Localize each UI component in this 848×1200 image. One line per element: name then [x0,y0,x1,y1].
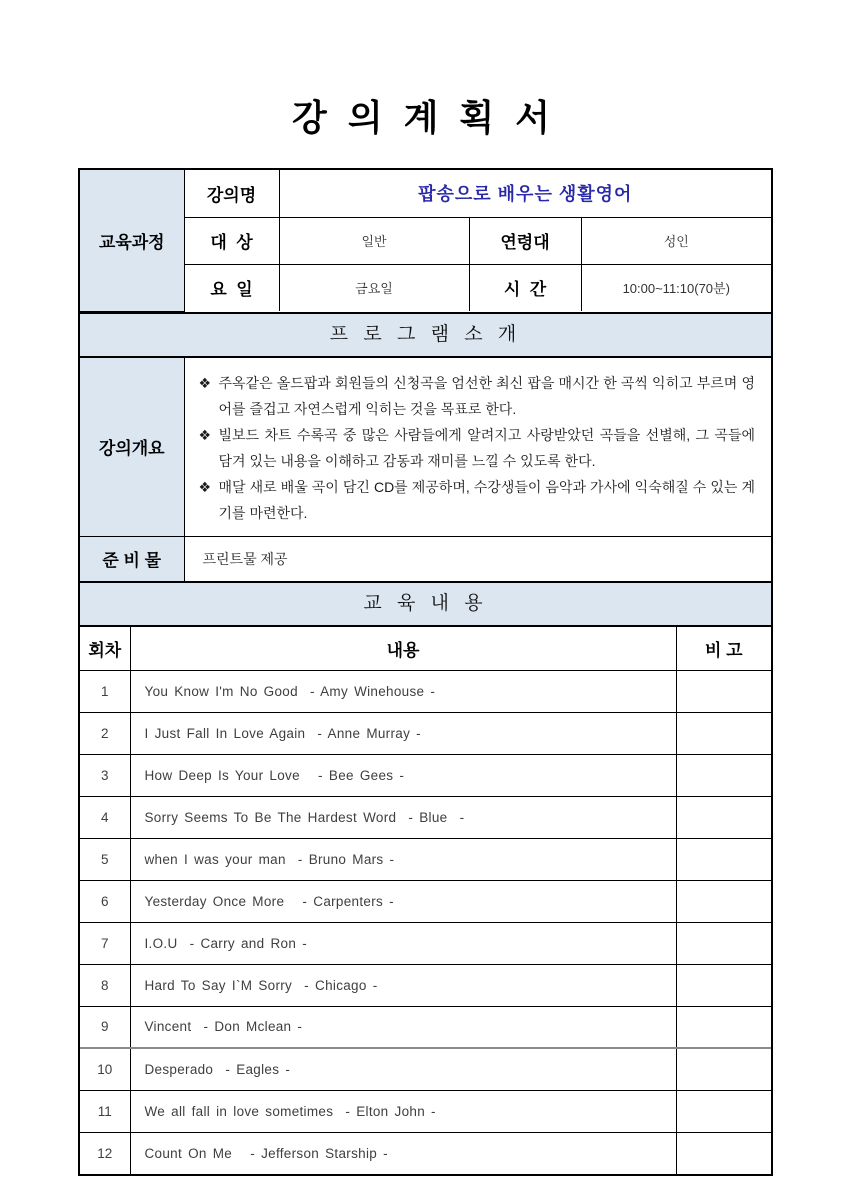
overview-bullet-text: 주옥같은 올드팝과 회원들의 신청곡을 엄선한 최신 팝을 매시간 한 곡씩 익히고 부르며 영어를 즐겁고 자연스럽게 익히는 것을 목표로 한다. [218,374,755,417]
note-cell [676,838,771,880]
note-cell [676,880,771,922]
table-row [80,880,771,922]
program-overview-table [80,358,771,582]
note-cell [676,1048,771,1090]
day-label: 요 일 [184,264,279,311]
course-section-label: 교육과정 [80,170,184,311]
overview-bullet [197,474,756,526]
curriculum-table [80,627,771,1174]
session-number-cell: 2 [80,712,130,754]
song-title-cell: Yesterday Once More - Carpenters - [130,880,676,922]
course-name-value: 팝송으로 배우는 생활영어 [279,170,771,217]
overview-bullet-text: 빌보드 차트 수록곡 중 많은 사람들에게 알려지고 사랑받았던 곡들을 선별해, 그 곡들에 담겨 있는 내용을 이해하고 감동과 재미를 느낄 수 있도록 한다. [218,426,755,469]
note-cell [676,922,771,964]
song-title-cell: How Deep Is Your Love - Bee Gees - [130,754,676,796]
table-row [80,922,771,964]
table-row [80,1048,771,1090]
table-row [80,838,771,880]
song-title-cell: Count On Me - Jefferson Starship - [130,1132,676,1174]
song-title-cell: Hard To Say I`M Sorry - Chicago - [130,964,676,1006]
overview-bullet [197,370,756,422]
program-intro-banner: 프 로 그 램 소 개 [80,312,771,358]
diamond-bullet-icon: ❖ [198,374,212,391]
materials-label: 준 비 물 [80,536,184,581]
col-header-content: 내용 [130,627,676,670]
song-title-cell: You Know I'm No Good - Amy Winehouse - [130,670,676,712]
session-number-cell: 4 [80,796,130,838]
session-number-cell: 12 [80,1132,130,1174]
song-title-cell: Desperado - Eagles - [130,1048,676,1090]
overview-bullet [197,422,756,474]
session-number-cell: 5 [80,838,130,880]
session-number-cell: 1 [80,670,130,712]
note-cell [676,670,771,712]
page-title: 강 의 계 획 서 [292,98,556,138]
course-name-label: 강의명 [184,170,279,217]
song-title-cell: Sorry Seems To Be The Hardest Word - Blue - [130,796,676,838]
col-header-note: 비 고 [676,627,771,670]
session-number-cell: 7 [80,922,130,964]
note-cell [676,796,771,838]
overview-bullet-text: 매달 새로 배울 곡이 담긴 CD를 제공하며, 수강생들이 음악과 가사에 익숙해질 수 있는 계기를 마련한다. [218,478,755,521]
session-number-cell: 11 [80,1090,130,1132]
session-number-cell: 9 [80,1006,130,1048]
diamond-bullet-icon: ❖ [198,478,212,495]
overview-label: 강의개요 [80,358,184,537]
song-title-cell: We all fall in love sometimes - Elton John - [130,1090,676,1132]
curriculum-banner: 교 육 내 용 [80,581,771,627]
col-header-session: 회차 [80,627,130,670]
table-row [80,1006,771,1048]
table-row [80,1090,771,1132]
curriculum-rows [80,670,771,1174]
note-cell [676,754,771,796]
note-cell [676,1090,771,1132]
diamond-bullet-icon: ❖ [198,426,212,443]
age-group-label: 연령대 [469,217,581,264]
lecture-plan-table [78,168,773,1176]
note-cell [676,964,771,1006]
note-cell [676,712,771,754]
time-value: 10:00~11:10(70분) [581,264,771,311]
session-number-cell: 3 [80,754,130,796]
table-row [80,754,771,796]
day-value: 금요일 [279,264,469,311]
target-value: 일반 [279,217,469,264]
table-row [80,670,771,712]
note-cell [676,1006,771,1048]
song-title-cell: when I was your man - Bruno Mars - [130,838,676,880]
song-title-cell: I.O.U - Carry and Ron - [130,922,676,964]
time-label: 시 간 [469,264,581,311]
session-number-cell: 6 [80,880,130,922]
materials-value: 프린트물 제공 [184,536,771,581]
table-row [80,1132,771,1174]
overview-bullet-list [197,370,756,526]
session-number-cell: 10 [80,1048,130,1090]
course-info-table [80,170,771,312]
table-row [80,964,771,1006]
age-group-value: 성인 [581,217,771,264]
overview-content-cell [184,358,771,537]
table-row [80,796,771,838]
song-title-cell: I Just Fall In Love Again - Anne Murray - [130,712,676,754]
session-number-cell: 8 [80,964,130,1006]
song-title-cell: Vincent - Don Mclean - [130,1006,676,1048]
target-label: 대 상 [184,217,279,264]
note-cell [676,1132,771,1174]
table-row [80,712,771,754]
